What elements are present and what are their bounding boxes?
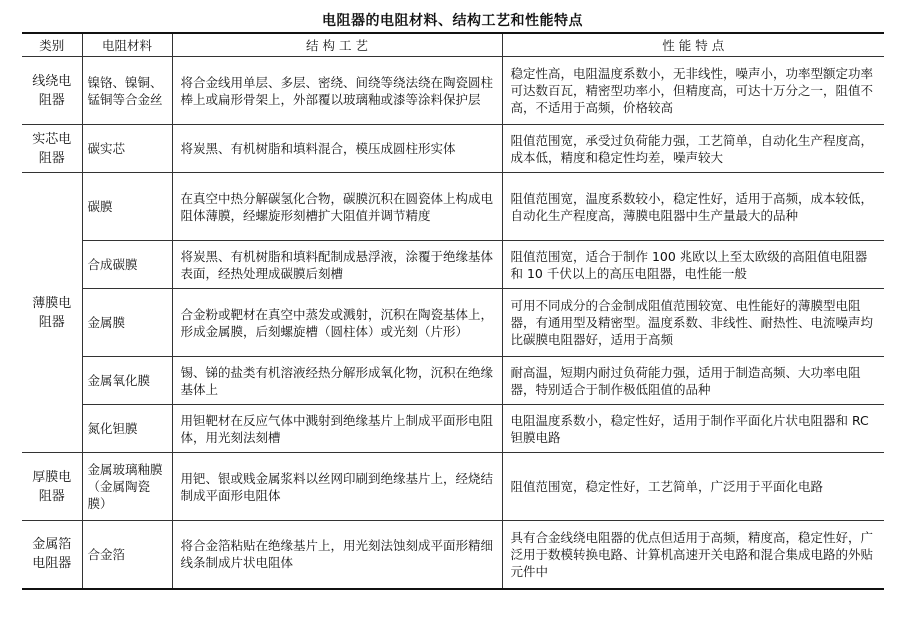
material-cell: 氮化钽膜 — [82, 405, 172, 453]
material-cell: 金属膜 — [82, 289, 172, 357]
header-category: 类别 — [22, 33, 82, 57]
material-cell: 合金箔 — [82, 521, 172, 589]
process-cell: 在真空中热分解碳氢化合物，碳膜沉积在圆瓷体上构成电阻体薄膜，经螺旋形刻槽扩大阻值并调节精度 — [172, 173, 502, 241]
header-performance: 性 能 特 点 — [502, 33, 884, 57]
table-row — [22, 357, 884, 405]
table-row — [22, 405, 884, 453]
table-row — [22, 453, 884, 521]
category-cell: 厚膜电阻器 — [22, 453, 82, 521]
material-cell: 碳实芯 — [82, 125, 172, 173]
table-title: 电阻器的电阻材料、结构工艺和性能特点 — [322, 13, 583, 29]
category-cell: 实芯电阻器 — [22, 125, 82, 173]
resistor-table — [22, 32, 884, 590]
performance-cell: 可用不同成分的合金制成阻值范围较宽、电性能好的薄膜型电阻器，有通用型及精密型。温度系数、非线性、耐热性、电流噪声均比碳膜电阻器好，适用于高频 — [502, 289, 884, 357]
performance-cell: 阻值范围宽，稳定性好，工艺简单，广泛用于平面化电路 — [502, 453, 884, 521]
material-cell: 金属玻璃釉膜（金属陶瓷膜） — [82, 453, 172, 521]
performance-cell: 阻值范围宽，温度系数较小，稳定性好，适用于高频，成本较低，自动化生产程度高，薄膜电阻器中生产量最大的品种 — [502, 173, 884, 241]
performance-cell: 阻值范围宽，承受过负荷能力强，工艺简单，自动化生产程度高，成本低，精度和稳定性均差，噪声较大 — [502, 125, 884, 173]
material-cell: 碳膜 — [82, 173, 172, 241]
material-cell: 合成碳膜 — [82, 241, 172, 289]
material-cell: 镍铬、镍铜、锰铜等合金丝 — [82, 57, 172, 125]
process-cell: 用钽靶材在反应气体中溅射到绝缘基片上制成平面形电阻体，用光刻法刻槽 — [172, 405, 502, 453]
header-material: 电阻材料 — [82, 33, 172, 57]
process-cell: 将炭黑、有机树脂和填料配制成悬浮液，涂覆于绝缘基体表面，经热处理成碳膜后刻槽 — [172, 241, 502, 289]
table-row — [22, 57, 884, 125]
category-cell: 薄膜电阻器 — [22, 173, 82, 453]
process-cell: 用钯、银或贱金属浆料以丝网印刷到绝缘基片上，经烧结制成平面形电阻体 — [172, 453, 502, 521]
process-cell: 将合金箔粘贴在绝缘基片上，用光刻法蚀刻成平面形精细线条制成片状电阻体 — [172, 521, 502, 589]
performance-cell: 稳定性高，电阻温度系数小，无非线性，噪声小，功率型额定功率可达数百瓦，精密型功率小，但精度高，可达十万分之一，阻值不高，不适用于高频，价格较高 — [502, 57, 884, 125]
category-cell: 线绕电阻器 — [22, 57, 82, 125]
process-cell: 合金粉或靶材在真空中蒸发或溅射，沉积在陶瓷基体上，形成金属膜，后刻螺旋槽（圆柱体）或光刻（片形） — [172, 289, 502, 357]
performance-cell: 具有合金线绕电阻器的优点但适用于高频，精度高，稳定性好，广泛用于数模转换电路、计算机高速开关电路和混合集成电路的外贴元件中 — [502, 521, 884, 589]
process-cell: 将合金线用单层、多层、密绕、间绕等绕法绕在陶瓷圆柱棒上或扁形骨架上，外部覆以玻璃釉或漆等涂料保护层 — [172, 57, 502, 125]
table-row — [22, 289, 884, 357]
process-cell: 将炭黑、有机树脂和填料混合，模压成圆柱形实体 — [172, 125, 502, 173]
performance-cell: 阻值范围宽，适合于制作 100 兆欧以上至太欧级的高阻值电阻器和 10 千伏以上的高压电阻器，电性能一般 — [502, 241, 884, 289]
table-row — [22, 125, 884, 173]
header-row — [22, 33, 884, 57]
table-row — [22, 521, 884, 589]
header-process: 结 构 工 艺 — [172, 33, 502, 57]
category-cell: 金属箔电阻器 — [22, 521, 82, 589]
process-cell: 锡、锑的盐类有机溶液经热分解形成氧化物，沉积在绝缘基体上 — [172, 357, 502, 405]
table-row — [22, 241, 884, 289]
performance-cell: 耐高温，短期内耐过负荷能力强，适用于制造高频、大功率电阻器，特别适合于制作极低阻值的品种 — [502, 357, 884, 405]
table-row — [22, 173, 884, 241]
material-cell: 金属氧化膜 — [82, 357, 172, 405]
performance-cell: 电阻温度系数小，稳定性好，适用于制作平面化片状电阻器和 RC 钽膜电路 — [502, 405, 884, 453]
